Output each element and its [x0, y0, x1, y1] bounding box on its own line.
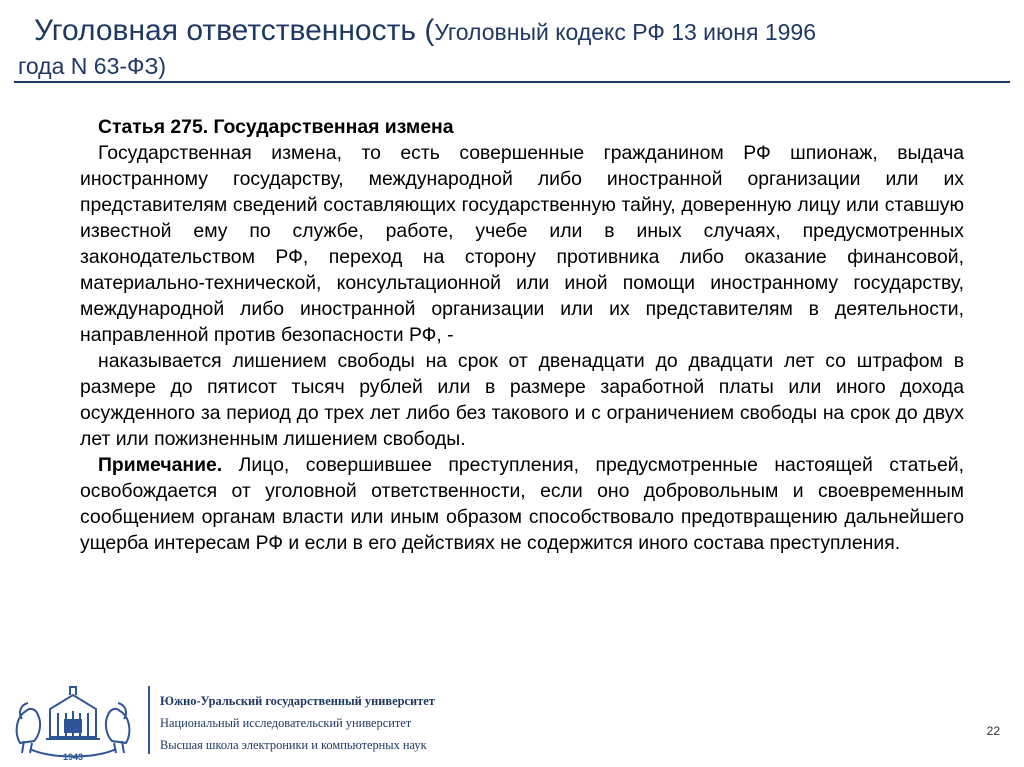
- page-number: 22: [986, 724, 1000, 738]
- article-heading: Статья 275. Государственная измена: [98, 116, 454, 138]
- title-code-line2: года N 63-ФЗ): [18, 53, 167, 79]
- university-logo-icon: [10, 683, 136, 763]
- university-name: Южно-Уральский государственный университет: [160, 694, 435, 708]
- footer-divider: [148, 686, 150, 754]
- university-status: Национальный исследовательский университет: [160, 716, 412, 730]
- article-paragraph-2: наказывается лишением свободы на срок от двенадцати до двадцати лет со штрафом в размере до пятисот тысяч рублей или в размере заработной платы или иного дохода осужденного за период до трех лет либо без такового и с ограничением свободы на срок до двух лет или пожизненным лишением свободы.: [80, 350, 964, 450]
- note-label: Примечание.: [98, 454, 223, 476]
- article-paragraph-1: Государственная измена, то есть совершенные гражданином РФ шпионаж, выдача иностранному государству, международной либо иностранной организации или их представителям сведений составляющих государственную тайну, доверенную лицу или ставшую известной ему по службе, работе, учебе или в иных случаях, предусмотренных законодательством РФ, переход на сторону противника либо оказание финансовой, материально-технической, консультационной или иной помощи иностранному государству, международной либо иностранной организации или их представителям в деятельности, направленной против безопасности РФ, -: [80, 142, 964, 346]
- article-body: [80, 114, 964, 556]
- title-divider: [14, 81, 1010, 83]
- note-text: Лицо, совершившее преступления, предусмотренные настоящей статьей, освобождается от уголовной ответственности, если оно добровольным и своевременным сообщением органам власти или иным образом способствовало предотвращению дальнейшего ущерба интересам РФ и если в его действиях не содержится иного состава преступления.: [80, 454, 964, 554]
- school-name: Высшая школа электроники и компьютерных наук: [160, 738, 427, 752]
- slide-title: [14, 14, 1004, 83]
- article-note: [80, 452, 964, 556]
- logo-year: 1943: [62, 752, 84, 762]
- footer-info: [160, 690, 435, 756]
- title-code: Уголовный кодекс РФ 13 июня 1996: [434, 19, 816, 45]
- title-main: Уголовная ответственность (: [34, 14, 435, 47]
